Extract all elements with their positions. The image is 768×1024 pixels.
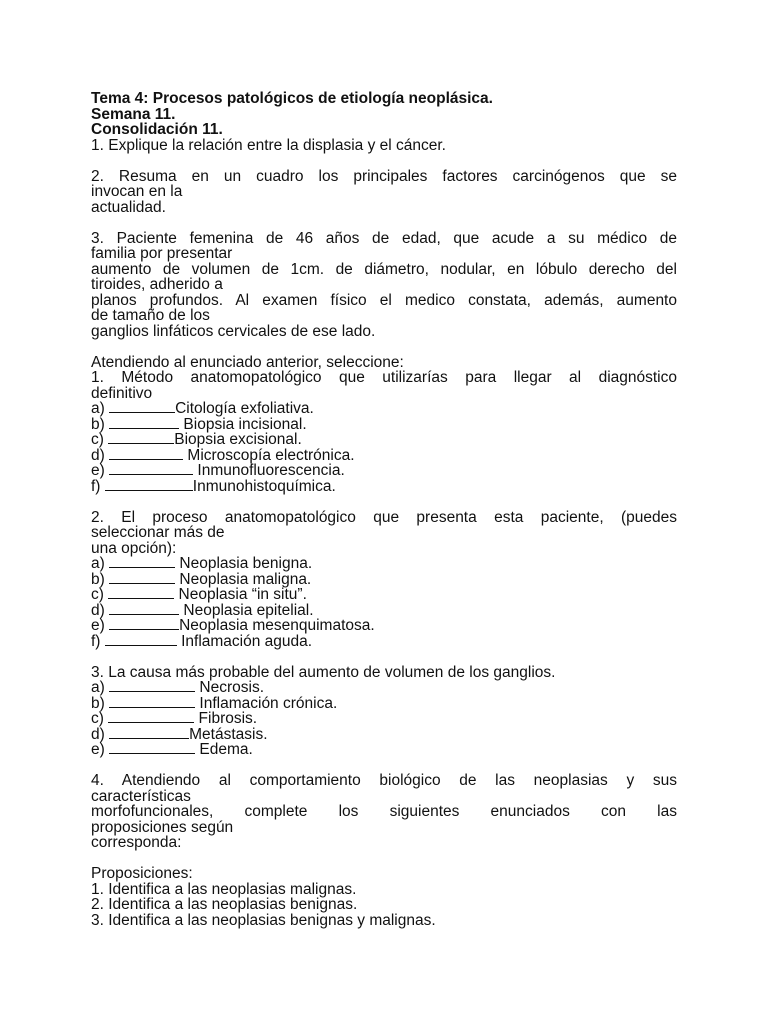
answer-blank[interactable] — [105, 634, 177, 646]
answer-blank[interactable] — [108, 587, 174, 599]
option-item: e) Edema. — [91, 741, 253, 758]
answer-blank[interactable] — [109, 417, 179, 429]
answer-blank[interactable] — [109, 680, 195, 692]
option-item: e) Inmunofluorescencia. — [91, 462, 345, 479]
option-item: b) Inflamación crónica. — [91, 694, 338, 712]
answer-blank[interactable] — [108, 711, 194, 723]
answer-blank[interactable] — [105, 479, 193, 491]
document-header — [91, 91, 677, 138]
subquestion-3: 3. La causa más probable del aumento de volumen de los ganglios. a) Necrosis. b) Inflamación crónica. c) Fibrosis. d) Metástasis. e) Edema. — [91, 665, 677, 758]
question-2: 2. Resuma en un cuadro los principales factores carcinógenos que se invocan en la actualidad. — [91, 167, 677, 216]
consolidation-label: Consolidación 11. — [91, 121, 223, 138]
option-item: e) Neoplasia mesenquimatosa. — [91, 617, 375, 634]
question-1: 1. Explique la relación entre la displasia y el cáncer. — [91, 136, 446, 154]
answer-blank[interactable] — [109, 572, 175, 584]
topic-title: Tema 4: Procesos patológicos de etiología neoplásica. — [91, 90, 493, 107]
option-item: b) Biopsia incisional. — [91, 415, 307, 433]
proposition-item: 1. Identifica a las neoplasias malignas. — [91, 880, 357, 898]
answer-blank[interactable] — [109, 696, 195, 708]
question-3-case: 3. Paciente femenina de 46 años de edad, que acude a su médico de familia por presentar aumento de volumen de 1cm. de diámetro, nodular, en lóbulo derecho del tiroides, adherido a planos profundos. Al examen físico el medico constata, además, aumento de tamaño de los ganglios linfáticos cervicales de ese lado. — [91, 229, 677, 340]
answer-blank[interactable] — [109, 727, 189, 739]
option-item: d) Metástasis. — [91, 725, 268, 743]
option-item: f) Inflamación aguda. — [91, 632, 313, 650]
option-item: a) Neoplasia benigna. — [91, 555, 313, 572]
answer-blank[interactable] — [109, 401, 175, 413]
option-item: c) Biopsia excisional. — [91, 431, 302, 448]
instructions: Atendiendo al enunciado anterior, seleccione: — [91, 353, 404, 371]
answer-blank[interactable] — [109, 556, 175, 568]
answer-blank[interactable] — [108, 432, 174, 444]
option-item: a) Citología exfoliativa. — [91, 400, 314, 417]
option-item: d) Neoplasia epitelial. — [91, 601, 314, 619]
proposition-item: 2. Identifica a las neoplasias benignas. — [91, 896, 358, 913]
question-4: 4. Atendiendo al comportamiento biológico de las neoplasias y sus características morfofuncionales, complete los siguientes enunciados con las proposiciones según corresponda: — [91, 772, 677, 851]
option-item: b) Neoplasia maligna. — [91, 570, 312, 588]
week-label: Semana 11. — [91, 105, 176, 123]
option-item: c) Fibrosis. — [91, 710, 258, 727]
option-item: d) Microscopía electrónica. — [91, 446, 355, 464]
propositions — [91, 866, 677, 928]
proposition-item: 3. Identifica a las neoplasias benignas y malignas. — [91, 911, 436, 929]
answer-blank[interactable] — [109, 463, 193, 475]
option-item: a) Necrosis. — [91, 679, 265, 696]
document-page — [91, 91, 677, 928]
answer-blank[interactable] — [109, 603, 179, 615]
answer-blank[interactable] — [109, 618, 179, 630]
answer-blank[interactable] — [109, 448, 183, 460]
option-item: c) Neoplasia “in situ”. — [91, 586, 307, 603]
subquestion-2: 2. El proceso anatomopatológico que presenta esta paciente, (puedes seleccionar más de una opción): a) Neoplasia benigna. b) Neoplasia maligna. c) Neoplasia “in situ”. d) Neoplasia epitelial. e) Neoplasia mesenquimatosa. f) Inflamación aguda. — [91, 508, 677, 650]
subquestion-1: 1. Método anatomopatológico que utilizarías para llegar al diagnóstico definitivo a) Citología exfoliativa. b) Biopsia incisional. c) Biopsia excisional. d) Microscopía electrónica. e) Inmunofluorescencia. f) Inmunohistoquímica. — [91, 369, 677, 495]
option-item: f) Inmunohistoquímica. — [91, 477, 336, 495]
propositions-title: Proposiciones: — [91, 865, 193, 882]
answer-blank[interactable] — [109, 742, 195, 754]
